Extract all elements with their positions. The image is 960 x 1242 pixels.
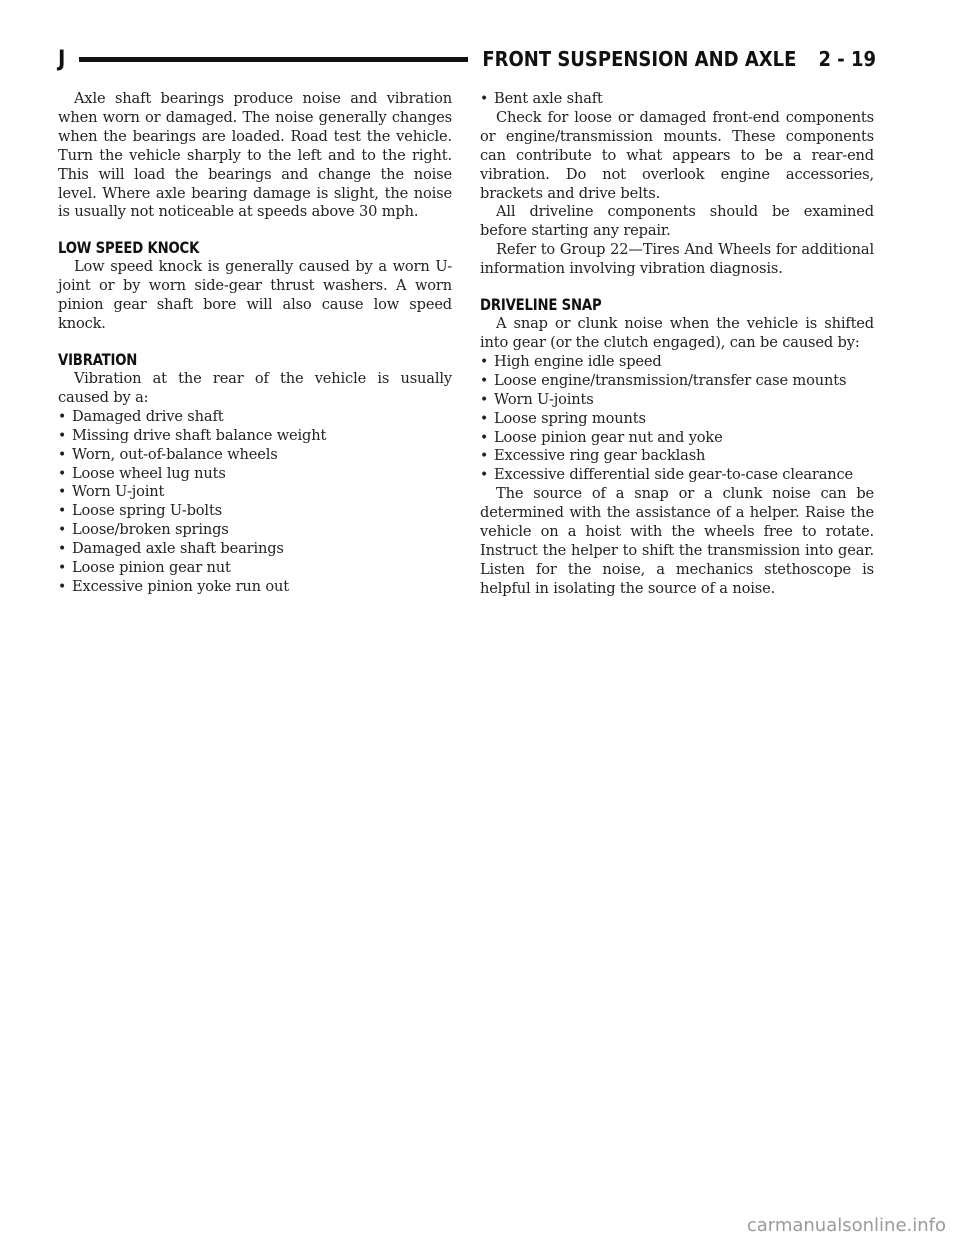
- list-item: • Worn, out-of-balance wheels: [58, 445, 278, 463]
- bullet-icon: •: [58, 446, 67, 463]
- list-item: • Loose engine/transmission/transfer case mounts: [480, 371, 847, 389]
- continued-list: [480, 90, 874, 109]
- axle-bearing-paragraph: Axle shaft bearings produce noise and vibration when worn or damaged. The noise generally changes when the bearings are loaded. Road test the vehicle. Turn the vehicle sharply to the left and to the right. This will load the bearings and change the noise level. Where axle bearing damage is slight, the noise is usually not noticeable at speeds above 30 mph.: [58, 90, 452, 221]
- list-item: • Loose spring U-bolts: [58, 502, 223, 520]
- left-column: [58, 90, 452, 597]
- list-item: • Loose spring mounts: [480, 409, 646, 427]
- list-item: • Damaged axle shaft bearings: [58, 540, 284, 558]
- bullet-icon: •: [58, 427, 67, 444]
- bullet-icon: •: [480, 410, 489, 427]
- bullet-icon: •: [58, 503, 67, 520]
- list-item: • Loose wheel lug nuts: [58, 464, 226, 482]
- bullet-icon: •: [58, 484, 67, 501]
- snap-causes-list: [480, 353, 874, 485]
- list-item: • Damaged drive shaft: [58, 407, 224, 425]
- list-item: • Excessive differential side gear-to-case clearance: [480, 466, 854, 484]
- right-column: [480, 90, 874, 599]
- check-components-paragraph: Check for loose or damaged front-end components or engine/transmission mounts. These components can contribute to what appears to be a rear-end vibration. Do not overlook engine accessories, brackets and drive belts.: [480, 108, 874, 202]
- driveline-snap-heading: DRIVELINE SNAP: [480, 295, 602, 315]
- list-item: • Missing drive shaft balance weight: [58, 426, 327, 444]
- bullet-icon: •: [480, 467, 489, 484]
- bullet-icon: •: [58, 578, 67, 595]
- bullet-icon: •: [58, 522, 67, 539]
- bullet-icon: •: [480, 353, 489, 370]
- vibration-paragraph: Vibration at the rear of the vehicle is usually caused by a:: [58, 369, 452, 406]
- list-item: • Loose pinion gear nut: [58, 559, 231, 577]
- bullet-icon: •: [480, 372, 489, 389]
- bullet-icon: •: [58, 541, 67, 558]
- refer-group-paragraph: Refer to Group 22—Tires And Wheels for additional information involving vibration diagnosis.: [480, 241, 874, 278]
- section-letter: J: [58, 46, 66, 72]
- list-item: • Loose pinion gear nut and yoke: [480, 428, 723, 446]
- list-item: • Excessive pinion yoke run out: [58, 577, 290, 595]
- vibration-causes-list: [58, 408, 452, 597]
- watermark-link[interactable]: carmanualsonline.info: [746, 1215, 946, 1236]
- bullet-icon: •: [480, 91, 489, 107]
- page-number: 2 - 19: [818, 47, 876, 71]
- low-speed-knock-paragraph: Low speed knock is generally caused by a worn U-joint or by worn side-gear thrust washers. A worn pinion gear shaft bore will also cause low speed knock.: [58, 258, 452, 333]
- bullet-icon: •: [480, 429, 489, 446]
- list-item: • Worn U-joints: [480, 390, 594, 408]
- bullet-icon: •: [58, 408, 67, 425]
- bullet-icon: •: [58, 465, 67, 482]
- header-rule: [79, 57, 468, 62]
- driveline-snap-paragraph: A snap or clunk noise when the vehicle is shifted into gear (or the clutch engaged), can be caused by:: [480, 315, 874, 351]
- list-item: • Loose/broken springs: [58, 521, 229, 539]
- bullet-icon: •: [480, 391, 489, 408]
- bullet-icon: •: [58, 560, 67, 577]
- list-item: • Worn U-joint: [58, 483, 165, 501]
- bullet-icon: •: [480, 448, 489, 465]
- list-item: • Bent axle shaft: [480, 90, 603, 107]
- vibration-heading: VIBRATION: [58, 349, 138, 369]
- low-speed-knock-heading: LOW SPEED KNOCK: [58, 238, 200, 258]
- snap-source-paragraph: The source of a snap or a clunk noise can be determined with the assistance of a helper. Raise the vehicle on a hoist with the wheels free to rotate. Instruct the helper to shift the transmission into gear. Listen for the noise, a mechanics stethoscope is helpful in isolating the source of a noise.: [480, 485, 874, 597]
- examine-components-paragraph: All driveline components should be examined before starting any repair.: [480, 203, 874, 240]
- list-item: • Excessive ring gear backlash: [480, 447, 706, 465]
- page-header: [58, 46, 876, 72]
- section-title: FRONT SUSPENSION AND AXLE: [482, 47, 797, 71]
- list-item: • High engine idle speed: [480, 352, 662, 370]
